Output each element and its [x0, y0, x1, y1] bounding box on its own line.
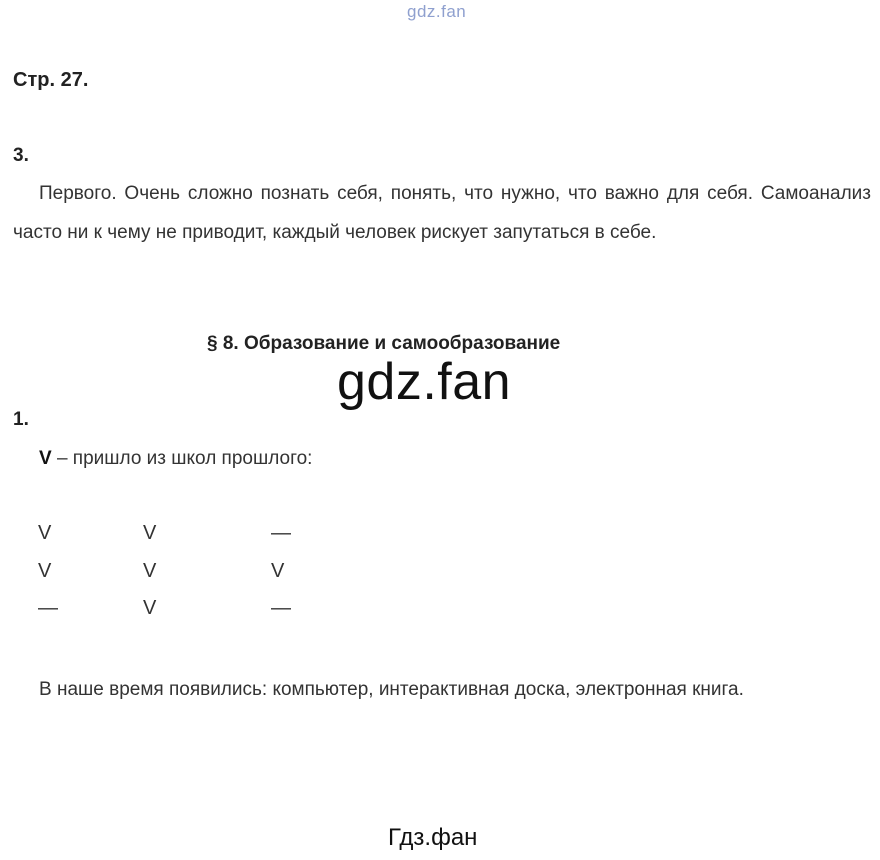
grid-cell: V: [38, 560, 52, 582]
grid-cell: —: [271, 522, 291, 544]
grid-cell: —: [38, 597, 58, 619]
grid-cell: V: [143, 597, 157, 619]
grid-cell: V: [143, 560, 157, 582]
task-number-3: 3.: [13, 145, 29, 166]
watermark-bottom: Гдз.фан: [388, 824, 478, 851]
section-title: § 8. Образование и самообразование: [207, 333, 561, 354]
page-reference: Стр. 27.: [13, 69, 89, 91]
grid-cell: V: [143, 522, 157, 544]
grid-cell: —: [271, 597, 291, 619]
task-3-answer: Первого. Очень сложно познать себя, понять, что нужно, что важно для себя. Самоанализ часто ни к чему не приводит, каждый человек рискует запутаться в себе.: [13, 183, 871, 243]
watermark-top: gdz.fan: [407, 2, 467, 21]
task-1-legend: [39, 448, 312, 470]
watermark-center: gdz.fan: [337, 353, 512, 411]
legend-text: – пришло из школ прошлого:: [51, 448, 313, 469]
legend-mark: V: [39, 448, 52, 469]
grid-cell: V: [271, 560, 285, 582]
task-number-1: 1.: [13, 409, 29, 430]
task-1-note: В наше время появились: компьютер, интерактивная доска, электронная книга.: [39, 679, 744, 700]
grid-cell: V: [38, 522, 52, 544]
